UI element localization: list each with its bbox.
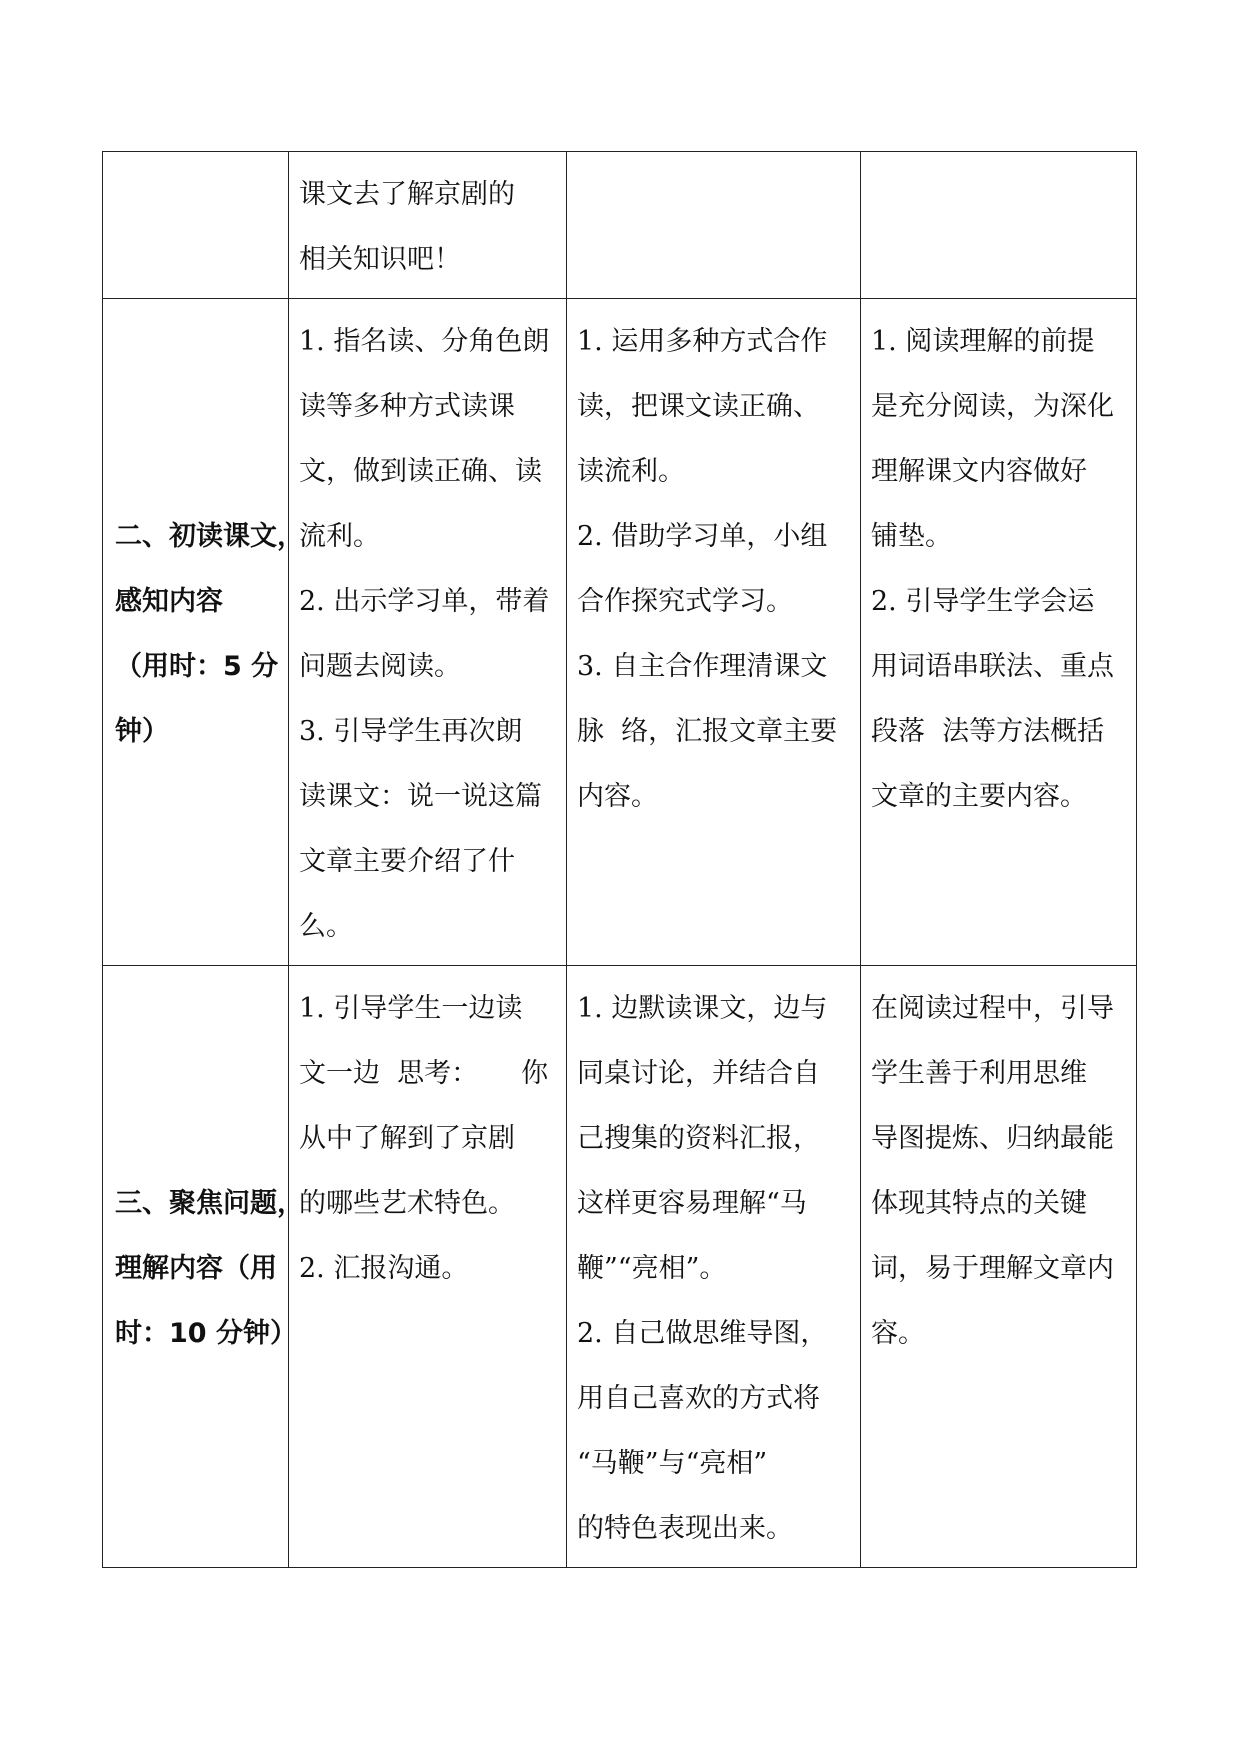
table-row (103, 966, 1137, 1568)
text-line: 从中了解到了京剧 (299, 1123, 515, 1154)
text-line: 1. 边默读课文，边与 (577, 993, 828, 1024)
stage-title-line: 二、初读课文， (115, 521, 304, 552)
text-line: 是充分阅读，为深化 (871, 391, 1114, 422)
stage-title-line: 感知内容 (115, 586, 223, 617)
teacher-activity-cell (289, 299, 567, 966)
lesson-plan-table (102, 151, 1137, 1568)
text-line: 3. 引导学生再次朗 (299, 716, 523, 747)
text-line: 文一边 思考： 你 (299, 1058, 549, 1089)
text-line: 课文去了解京剧的 (299, 179, 515, 210)
text-line: 己搜集的资料汇报， (577, 1123, 820, 1154)
text-line: 1. 阅读理解的前提 (871, 326, 1095, 357)
design-intent-cell (861, 152, 1137, 299)
text-line: 读课文：说一说这篇 (299, 781, 542, 812)
text-line: “马鞭”与“亮相” (577, 1448, 768, 1479)
text-line: 问题去阅读。 (299, 651, 461, 682)
text-line: 1. 运用多种方式合作 (577, 326, 828, 357)
table-row (103, 299, 1137, 966)
student-activity-cell (567, 299, 861, 966)
stage-cell (103, 152, 289, 299)
text-line: 1. 引导学生一边读 (299, 993, 523, 1024)
text-line: 同桌讨论，并结合自 (577, 1058, 820, 1089)
text-line: 用自己喜欢的方式将 (577, 1383, 820, 1414)
text-line: 文，做到读正确、读 (299, 456, 542, 487)
text-line: 内容。 (577, 781, 658, 812)
text-line: 么。 (299, 911, 353, 942)
text-line: 2. 借助学习单，小组 (577, 521, 828, 552)
stage-cell (103, 299, 304, 966)
text-line: 2. 出示学习单，带着 (299, 586, 550, 617)
stage-title-line: 钟） (115, 716, 169, 747)
text-line: 这样更容易理解“马 (577, 1188, 807, 1219)
design-intent-cell (861, 966, 1137, 1568)
text-line: 的特色表现出来。 (577, 1513, 793, 1544)
text-line: 段落 法等方法概括 (871, 716, 1105, 747)
student-activity-cell (567, 966, 861, 1568)
text-line: 学生善于利用思维 (871, 1058, 1087, 1089)
text-line: 2. 自己做思维导图， (577, 1318, 828, 1349)
student-activity-cell (567, 152, 861, 299)
text-line: 在阅读过程中，引导 (871, 993, 1114, 1024)
text-line: 文章的主要内容。 (871, 781, 1087, 812)
text-line: 鞭”“亮相”。 (577, 1253, 727, 1284)
stage-title-line: 时：10 分钟） (115, 1318, 297, 1349)
text-line: 读，把课文读正确、 (577, 391, 820, 422)
text-line: 词，易于理解文章内 (871, 1253, 1114, 1284)
stage-title-line: 理解内容（用 (115, 1253, 277, 1284)
text-line: 3. 自主合作理清课文 (577, 651, 828, 682)
teacher-activity-cell (289, 152, 567, 299)
design-intent-cell (861, 299, 1137, 966)
stage-title-line: 三、聚焦问题， (115, 1188, 304, 1219)
table-row (103, 152, 1137, 299)
text-line: 1. 指名读、分角色朗 (299, 326, 550, 357)
text-line: 2. 汇报沟通。 (299, 1253, 469, 1284)
text-line: 读流利。 (577, 456, 685, 487)
text-line: 2. 引导学生学会运 (871, 586, 1095, 617)
text-line: 的哪些艺术特色。 (299, 1188, 515, 1219)
text-line: 体现其特点的关键 (871, 1188, 1087, 1219)
stage-title-line: （用时：5 分 (115, 651, 279, 682)
text-line: 文章主要介绍了什 (299, 846, 515, 877)
text-line: 脉 络，汇报文章主要 (577, 716, 838, 747)
text-line: 导图提炼、归纳最能 (871, 1123, 1114, 1154)
text-line: 容。 (871, 1318, 925, 1349)
text-line: 用词语串联法、重点 (871, 651, 1114, 682)
text-line: 读等多种方式读课 (299, 391, 515, 422)
text-line: 合作探究式学习。 (577, 586, 793, 617)
text-line: 理解课文内容做好 (871, 456, 1087, 487)
text-line: 流利。 (299, 521, 380, 552)
stage-cell (103, 966, 304, 1568)
teacher-activity-cell (289, 966, 567, 1568)
text-line: 铺垫。 (871, 521, 952, 552)
text-line: 相关知识吧！ (299, 244, 461, 275)
